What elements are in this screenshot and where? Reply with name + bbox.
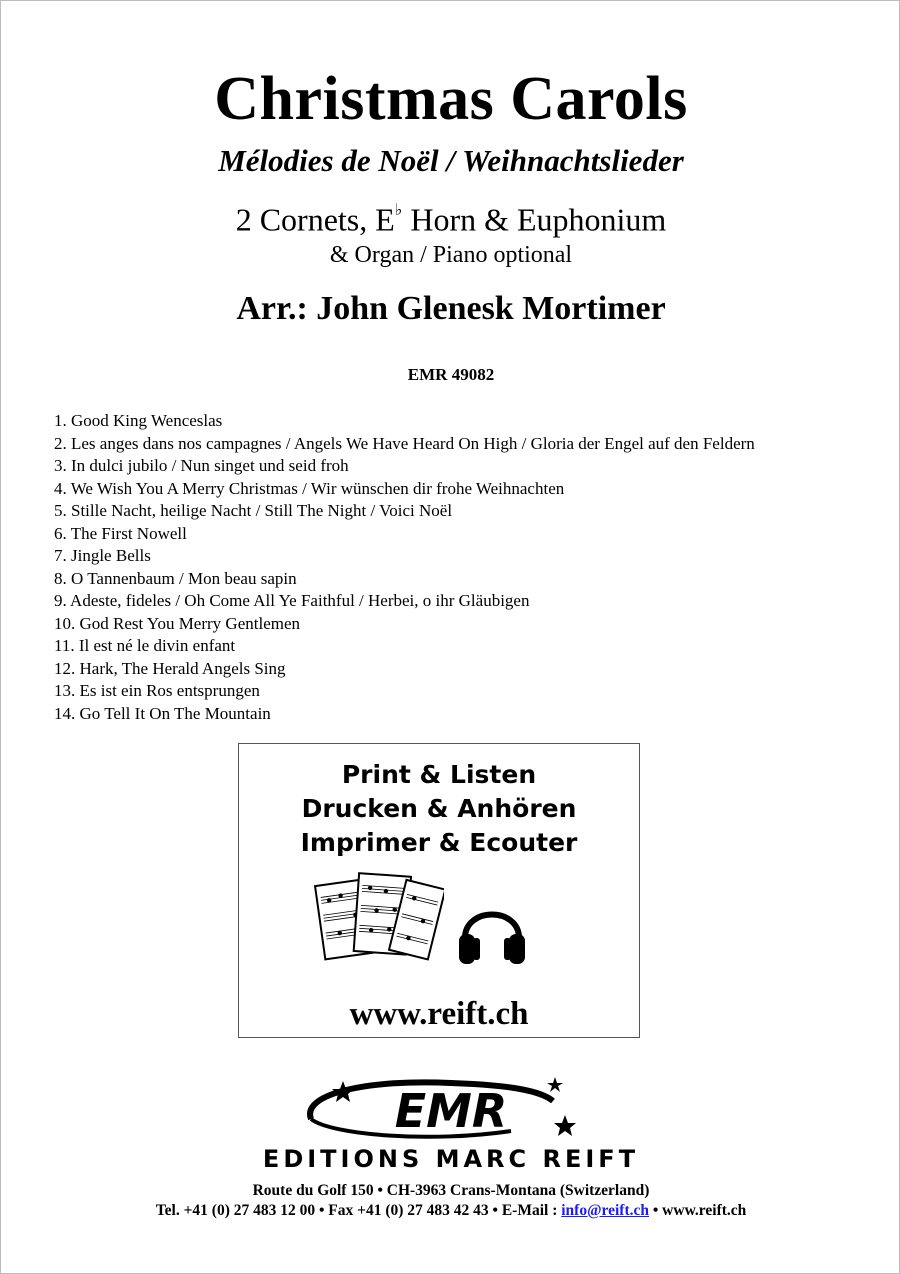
track-item: 2. Les anges dans nos campagnes / Angels We Have Heard On High / Gloria der Engel auf den Feldern xyxy=(54,433,755,453)
publisher-name: EDITIONS MARC REIFT xyxy=(262,1145,640,1173)
sheet-music-icon xyxy=(314,869,444,969)
track-item: 9. Adeste, fideles / Oh Come All Ye Faithful / Herbei, o ihr Gläubigen xyxy=(54,591,530,610)
publisher-address: Route du Golf 150 • CH-3963 Crans-Montana (Switzerland) xyxy=(252,1182,650,1199)
instrumentation-pre: 2 Cornets, E xyxy=(235,201,395,238)
track-item: 11. Il est né le divin enfant xyxy=(54,636,236,655)
track-item: 3. In dulci jubilo / Nun singet und seid froh xyxy=(54,456,349,475)
page-title: Christmas Carols xyxy=(214,65,688,133)
headphones-icon xyxy=(457,892,527,972)
track-item: 14. Go Tell It On The Mountain xyxy=(54,703,271,723)
promo-line-en: Print & Listen xyxy=(341,760,537,789)
arranger: Arr.: John Glenesk Mortimer xyxy=(236,290,666,327)
logo-text: EMR xyxy=(394,1084,508,1138)
instrumentation-post: Horn & Euphonium xyxy=(402,201,667,238)
track-item: 6. The First Nowell xyxy=(54,523,187,543)
contact-website: • www.reift.ch xyxy=(649,1202,747,1219)
promo-line-de: Drucken & Anhören xyxy=(301,794,577,823)
promo-url: www.reift.ch xyxy=(349,996,529,1032)
track-item: 1. Good King Wenceslas xyxy=(54,411,223,430)
emr-logo xyxy=(291,1073,611,1145)
email-link[interactable]: info@reift.ch xyxy=(561,1202,649,1219)
page-subtitle: Mélodies de Noël / Weihnachtslieder xyxy=(218,143,684,178)
optional-parts: & Organ / Piano optional xyxy=(329,242,573,268)
track-item: 10. God Rest You Merry Gentlemen xyxy=(54,613,301,633)
track-item: 5. Stille Nacht, heilige Nacht / Still The Night / Voici Noël xyxy=(54,501,453,520)
contact-phone-fax: Tel. +41 (0) 27 483 12 00 • Fax +41 (0) 27 483 42 43 • E-Mail : xyxy=(155,1202,562,1219)
track-item: 13. Es ist ein Ros entsprungen xyxy=(54,681,260,700)
catalog-number: EMR 49082 xyxy=(407,365,495,384)
instrumentation xyxy=(1,194,900,241)
track-item: 7. Jingle Bells xyxy=(54,546,151,565)
flat-symbol: ♭ xyxy=(394,202,403,219)
track-list xyxy=(54,410,755,725)
print-listen-box xyxy=(238,743,640,1038)
promo-line-fr: Imprimer & Ecouter xyxy=(300,828,578,857)
track-item: 8. O Tannenbaum / Mon beau sapin xyxy=(54,568,297,588)
track-item: 12. Hark, The Herald Angels Sing xyxy=(54,658,286,678)
publisher-contact xyxy=(1,1201,900,1221)
track-item: 4. We Wish You A Merry Christmas / Wir wünschen dir frohe Weihnachten xyxy=(54,478,565,498)
